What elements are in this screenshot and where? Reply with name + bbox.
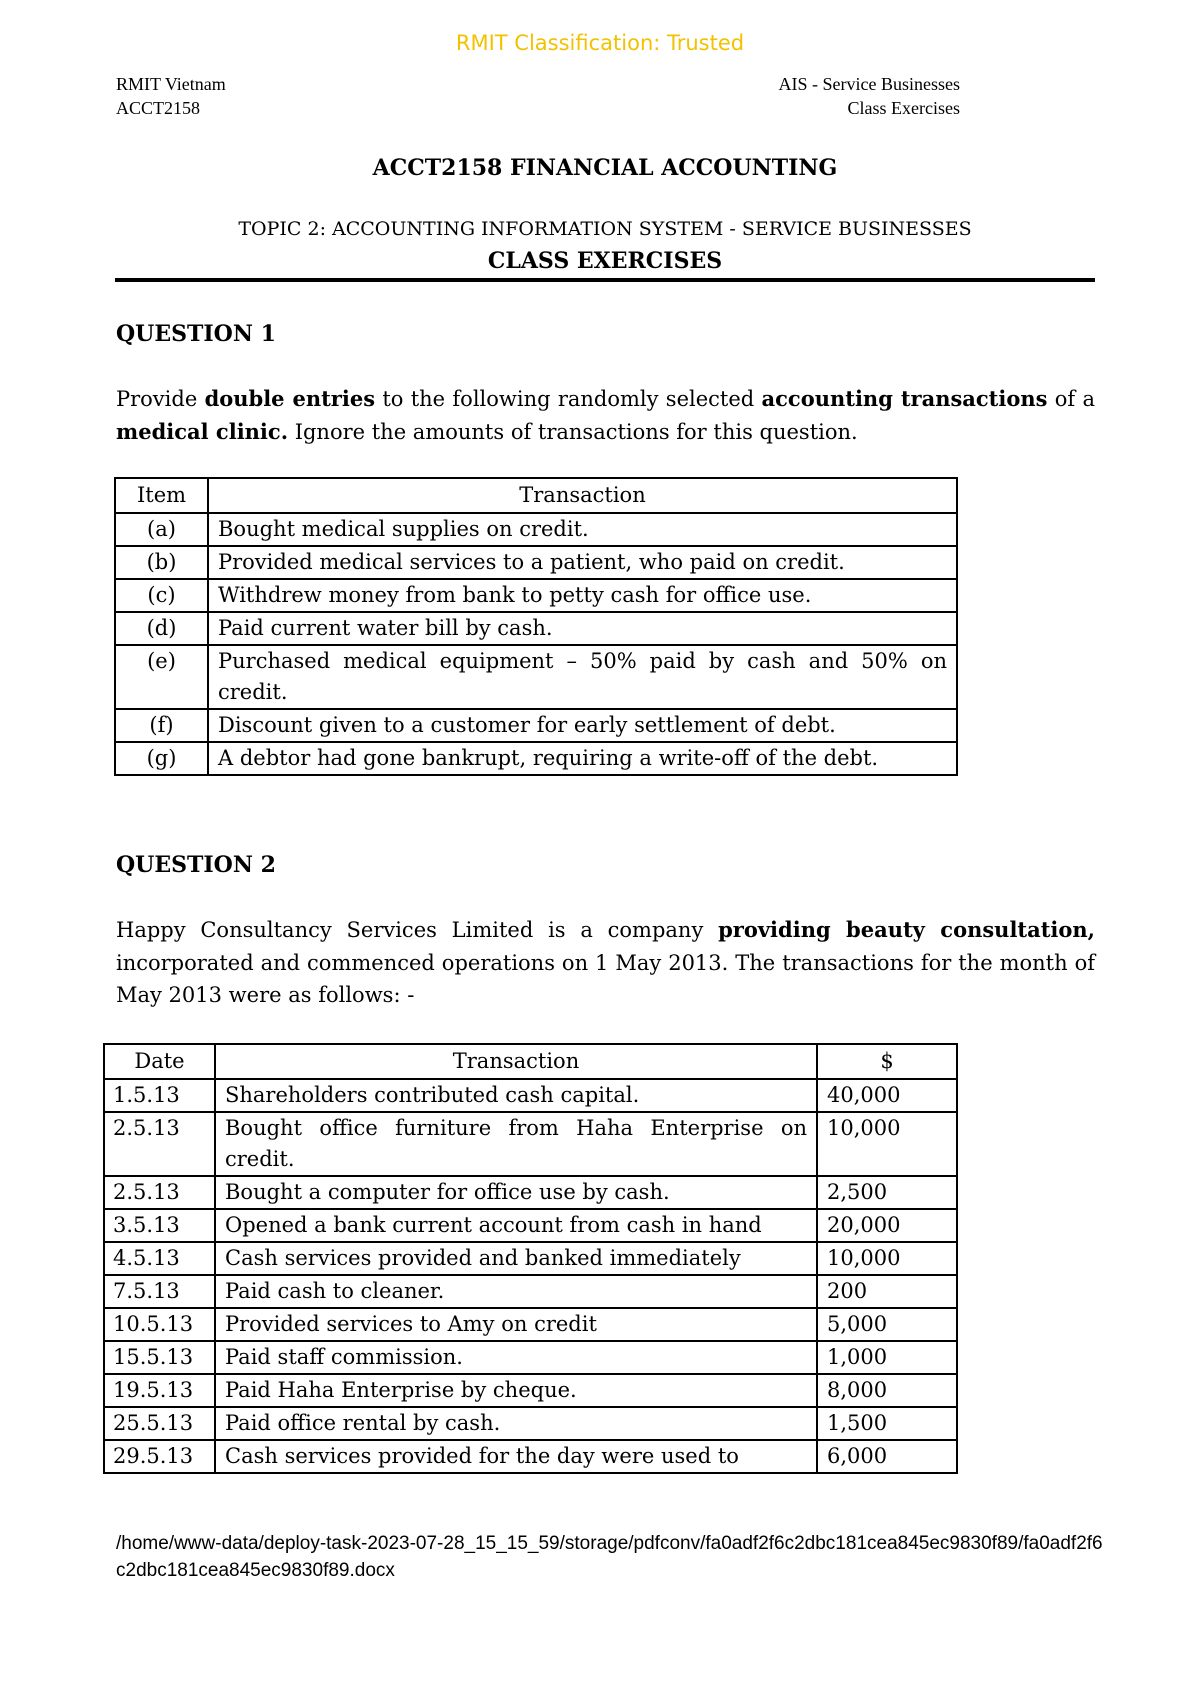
column-header-amount: $ (817, 1044, 957, 1079)
transaction-cell: Withdrew money from bank to petty cash for office use. (208, 579, 957, 612)
table-row (115, 546, 957, 579)
table-row (104, 1440, 957, 1473)
date-cell: 2.5.13 (104, 1176, 215, 1209)
transaction-cell: Provided medical services to a patient, who paid on credit. (208, 546, 957, 579)
transaction-cell: Paid staff commission. (215, 1341, 817, 1374)
transaction-cell: Purchased medical equipment – 50% paid by cash and 50% on credit. (208, 645, 957, 709)
transaction-cell: Opened a bank current account from cash in hand (215, 1209, 817, 1242)
table-row (104, 1275, 957, 1308)
question-2-instructions: Happy Consultancy Services Limited is a company providing beauty consultation, incorporated and commenced operations on 1 May 2013. The transactions for the month of May 2013 were as follows: - (116, 917, 1095, 1007)
question-1-heading: QUESTION 1 (116, 321, 276, 347)
transaction-cell: A debtor had gone bankrupt, requiring a write-off of the debt. (208, 742, 957, 775)
transaction-cell: Shareholders contributed cash capital. (215, 1079, 817, 1112)
amount-cell: 40,000 (817, 1079, 957, 1112)
item-cell: (e) (115, 645, 208, 709)
topic-line: TOPIC 2: ACCOUNTING INFORMATION SYSTEM - SERVICE BUSINESSES (238, 218, 972, 240)
transaction-cell: Cash services provided and banked immediately (215, 1242, 817, 1275)
table-row (104, 1242, 957, 1275)
transaction-cell: Paid cash to cleaner. (215, 1275, 817, 1308)
date-cell: 3.5.13 (104, 1209, 215, 1242)
transaction-cell: Cash services provided for the day were used to (215, 1440, 817, 1473)
table-header-row (104, 1044, 957, 1079)
date-cell: 1.5.13 (104, 1079, 215, 1112)
table-row (115, 742, 957, 775)
amount-cell: 10,000 (817, 1242, 957, 1275)
footer-file-path: /home/www-data/deploy-task-2023-07-28_15_15_59/storage/pdfconv/fa0adf2f6c2dbc181cea845ec9830f89/fa0adf2f6c2dbc181cea845ec9830f89.docx (116, 1533, 1103, 1581)
document-title: ACCT2158 FINANCIAL ACCOUNTING (372, 155, 838, 181)
date-cell: 2.5.13 (104, 1112, 215, 1176)
table-row (104, 1209, 957, 1242)
transaction-cell: Paid office rental by cash. (215, 1407, 817, 1440)
column-header-transaction: Transaction (215, 1044, 817, 1079)
header-topic: AIS - Service Businesses (778, 74, 960, 94)
transaction-cell: Bought a computer for office use by cash. (215, 1176, 817, 1209)
transaction-cell: Provided services to Amy on credit (215, 1308, 817, 1341)
column-header-date: Date (104, 1044, 215, 1079)
date-cell: 29.5.13 (104, 1440, 215, 1473)
header-right (779, 72, 960, 120)
question-1-table (114, 477, 958, 776)
column-header-transaction: Transaction (208, 478, 957, 513)
date-cell: 10.5.13 (104, 1308, 215, 1341)
item-cell: (g) (115, 742, 208, 775)
date-cell: 7.5.13 (104, 1275, 215, 1308)
table-row (104, 1374, 957, 1407)
table-row (104, 1176, 957, 1209)
amount-cell: 5,000 (817, 1308, 957, 1341)
table-row (104, 1407, 957, 1440)
table-row (104, 1079, 957, 1112)
date-cell: 4.5.13 (104, 1242, 215, 1275)
amount-cell: 8,000 (817, 1374, 957, 1407)
item-cell: (b) (115, 546, 208, 579)
amount-cell: 20,000 (817, 1209, 957, 1242)
date-cell: 15.5.13 (104, 1341, 215, 1374)
header-doc-type: Class Exercises (847, 98, 960, 118)
header-course-code: ACCT2158 (116, 98, 201, 118)
table-row (115, 513, 957, 546)
table-header-row (115, 478, 957, 513)
amount-cell: 10,000 (817, 1112, 957, 1176)
item-cell: (d) (115, 612, 208, 645)
item-cell: (a) (115, 513, 208, 546)
question-2-table (103, 1043, 958, 1474)
transaction-cell: Paid current water bill by cash. (208, 612, 957, 645)
table-row (104, 1308, 957, 1341)
question-1-instructions: Provide double entries to the following randomly selected accounting transactions of a medical clinic. Ignore the amounts of transactions for this question. (116, 386, 1095, 444)
amount-cell: 200 (817, 1275, 957, 1308)
transaction-cell: Bought medical supplies on credit. (208, 513, 957, 546)
amount-cell: 2,500 (817, 1176, 957, 1209)
amount-cell: 6,000 (817, 1440, 957, 1473)
amount-cell: 1,500 (817, 1407, 957, 1440)
table-row (115, 709, 957, 742)
classification-label: RMIT Classification: Trusted (455, 31, 745, 55)
amount-cell: 1,000 (817, 1341, 957, 1374)
table-row (115, 612, 957, 645)
header-left (116, 72, 226, 120)
title-divider (115, 278, 1095, 282)
table-row (104, 1112, 957, 1176)
table-row (115, 579, 957, 612)
header-institution: RMIT Vietnam (116, 74, 226, 94)
transaction-cell: Bought office furniture from Haha Enterprise on credit. (215, 1112, 817, 1176)
document-subtitle: CLASS EXERCISES (487, 248, 723, 274)
column-header-item: Item (115, 478, 208, 513)
table-row (104, 1341, 957, 1374)
table-row (115, 645, 957, 709)
date-cell: 19.5.13 (104, 1374, 215, 1407)
transaction-cell: Paid Haha Enterprise by cheque. (215, 1374, 817, 1407)
question-2-heading: QUESTION 2 (116, 852, 276, 878)
item-cell: (f) (115, 709, 208, 742)
date-cell: 25.5.13 (104, 1407, 215, 1440)
item-cell: (c) (115, 579, 208, 612)
transaction-cell: Discount given to a customer for early settlement of debt. (208, 709, 957, 742)
